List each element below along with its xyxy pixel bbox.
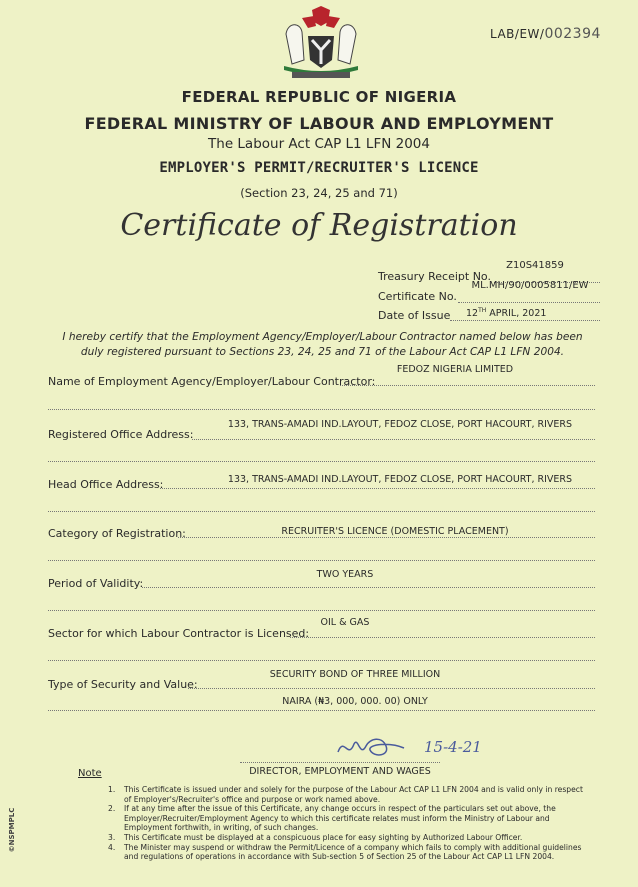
notes-list xyxy=(108,785,588,862)
header-country: FEDERAL REPUBLIC OF NIGERIA xyxy=(181,88,457,106)
field-label-agency-name: Name of Employment Agency/Employer/Labour Contractor: xyxy=(48,375,376,388)
certificate-number-value: ML.MH/90/0005811/EW xyxy=(471,280,589,291)
document-reference xyxy=(490,26,601,42)
note-item: 3. This Certificate must be displayed at a conspicuous place for easy sighting by Authorized Labour Officer. xyxy=(108,832,523,842)
field-value-security-amount: NAIRA (₦3, 000, 000. 00) ONLY xyxy=(282,696,428,707)
notes-heading: Note xyxy=(78,768,102,779)
header-ministry: FEDERAL MINISTRY OF LABOUR AND EMPLOYMENT xyxy=(84,114,554,133)
signature-date: 15-4-21 xyxy=(424,738,482,756)
field-label-sector: Sector for which Labour Contractor is Licensed: xyxy=(48,627,310,640)
field-value-registered-office: 133, TRANS-AMADI IND.LAYOUT, FEDOZ CLOSE, PORT HACOURT, RIVERS xyxy=(227,419,573,430)
signature-icon xyxy=(330,732,410,764)
header-permit: EMPLOYER'S PERMIT/RECRUITER'S LICENCE xyxy=(159,160,479,176)
field-label-registered-office: Registered Office Address: xyxy=(48,428,194,441)
field-label-head-office: Head Office Address: xyxy=(48,478,164,491)
note-item: 2. If at any time after the issue of this Certificate, any change occurs in respect of the particulars set out above, the Employer/Recruiter/Employment Agency to which this certificate relates must inform the Ministry of Labour and Employment forthwith, in writing, of such changes. xyxy=(108,804,556,833)
field-value-head-office: 133, TRANS-AMADI IND.LAYOUT, FEDOZ CLOSE, PORT HACOURT, RIVERS xyxy=(227,474,573,485)
treasury-receipt-label: Treasury Receipt No. xyxy=(378,270,491,283)
reference-prefix: LAB/EW/ xyxy=(490,27,545,41)
field-label-security: Type of Security and Value: xyxy=(48,678,198,691)
coat-of-arms-icon xyxy=(278,4,364,82)
certificate-number-label: Certificate No. xyxy=(378,290,457,303)
field-value-validity: TWO YEARS xyxy=(316,569,374,580)
reference-number: 002394 xyxy=(544,26,601,42)
date-of-issue-value: 12TH APRIL, 2021 xyxy=(466,307,547,320)
treasury-receipt-value: Z10S41859 xyxy=(506,260,564,271)
note-item: 4. The Minister may suspend or withdraw the Permit/Licence of a company which fails to comply with additional guidelines and regulations of operations in accordance with Sub-section 5 of Section 25 of the Labour Act CAP L1 LFN 2004. xyxy=(108,842,582,862)
note-item: 1. This Certificate is issued under and solely for the purpose of the Labour Act CAP L1 LFN 2004 and is valid only in respect of Employer's/Recruiter's office and purpose or work named above. xyxy=(108,785,583,804)
field-value-agency-name: FEDOZ NIGERIA LIMITED xyxy=(396,364,514,375)
header-sections: (Section 23, 24, 25 and 71) xyxy=(240,186,398,200)
signatory-title: DIRECTOR, EMPLOYMENT AND WAGES xyxy=(249,766,431,777)
field-value-sector: OIL & GAS xyxy=(320,617,370,628)
field-value-category: RECRUITER'S LICENCE (DOMESTIC PLACEMENT) xyxy=(281,526,509,537)
field-label-validity: Period of Validity: xyxy=(48,577,144,590)
header-act: The Labour Act CAP L1 LFN 2004 xyxy=(208,136,430,152)
certification-statement: I hereby certify that the Employment Agency/Employer/Labour Contractor named below has been duly registered pursuant to Sections 23, 24, 25 and 71 of the Labour Act CAP L1 LFN 2004. xyxy=(62,331,583,358)
certificate-title: Certificate of Registration xyxy=(120,208,518,243)
field-value-security: SECURITY BOND OF THREE MILLION xyxy=(269,669,441,680)
field-label-category: Category of Registration: xyxy=(48,527,186,540)
date-of-issue-label: Date of Issue xyxy=(378,309,451,322)
printer-mark: ©NSPMPLC xyxy=(8,807,16,853)
